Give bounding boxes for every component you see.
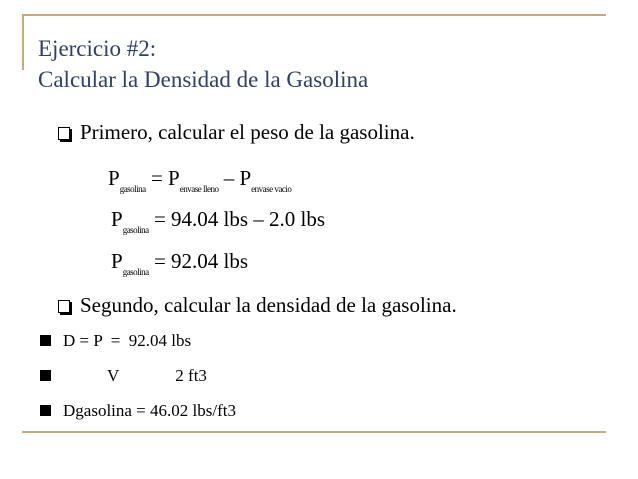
density-result-line bbox=[40, 401, 236, 421]
solid-square-bullet-icon bbox=[40, 335, 51, 346]
formula-t2-var: P bbox=[239, 166, 252, 190]
weight-calc-2 bbox=[111, 249, 248, 277]
calc2-sub: gasolina bbox=[122, 267, 149, 277]
density-line1: D = P = 92.04 lbs bbox=[63, 331, 192, 350]
calc1-expr: = 94.04 lbs – 2.0 lbs bbox=[148, 207, 326, 231]
density-line2-left: V bbox=[107, 366, 120, 385]
density-denominator-line bbox=[40, 366, 207, 386]
step1-item bbox=[58, 120, 415, 145]
formula-t1-var: P bbox=[168, 166, 180, 190]
density-result: Dgasolina = 46.02 lbs/ft3 bbox=[63, 401, 236, 420]
hollow-square-bullet-icon bbox=[58, 127, 70, 140]
title-line-1: Ejercicio #2: bbox=[38, 36, 157, 61]
solid-square-bullet-icon bbox=[40, 405, 51, 416]
frame-left-line bbox=[22, 14, 24, 70]
weight-formula bbox=[108, 166, 291, 194]
formula-lhs-var: P bbox=[108, 166, 120, 190]
formula-t1-sub: envase lleno bbox=[179, 184, 219, 194]
solid-square-bullet-icon bbox=[40, 370, 51, 381]
calc1-sub: gasolina bbox=[122, 225, 149, 235]
step2-text: Segundo, calcular la densidad de la gasolina. bbox=[80, 293, 457, 317]
formula-lhs-sub: gasolina bbox=[119, 184, 146, 194]
step2-item bbox=[58, 293, 457, 318]
slide-title bbox=[38, 33, 368, 95]
density-line2-right: 2 ft3 bbox=[175, 366, 207, 385]
formula-eq: = bbox=[145, 166, 169, 190]
calc2-expr: = 92.04 lbs bbox=[148, 249, 249, 273]
density-formula-line bbox=[40, 331, 191, 351]
weight-calc-1 bbox=[111, 207, 325, 235]
title-line-2: Calcular la Densidad de la Gasolina bbox=[38, 67, 369, 92]
formula-minus: – bbox=[218, 166, 240, 190]
calc1-var: P bbox=[111, 207, 123, 231]
frame-bottom-line bbox=[22, 431, 606, 433]
calc2-var: P bbox=[111, 249, 123, 273]
hollow-square-bullet-icon bbox=[58, 300, 70, 313]
formula-t2-sub: envase vacio bbox=[251, 184, 292, 194]
frame-top-line bbox=[22, 14, 606, 16]
step1-text: Primero, calcular el peso de la gasolina. bbox=[80, 120, 415, 144]
